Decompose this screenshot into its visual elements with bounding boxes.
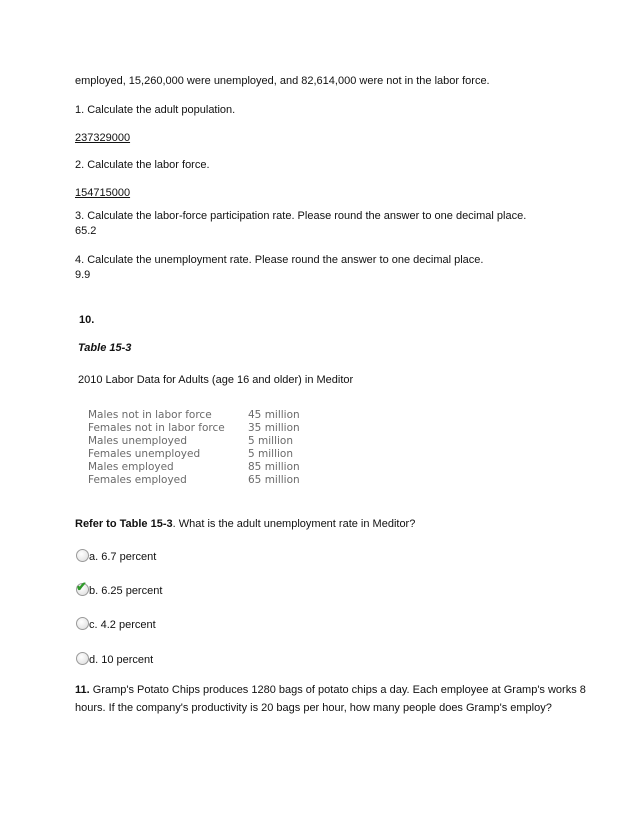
option-c[interactable]	[76, 617, 156, 632]
radio-icon[interactable]	[76, 617, 89, 630]
table-caption: 2010 Labor Data for Adults (age 16 and older) in Meditor	[78, 374, 354, 386]
question-11-number: 11.	[75, 684, 90, 696]
q9-answer-4: 9.9	[75, 269, 91, 281]
question-11-line-1	[75, 683, 586, 697]
q9-answer-2: 154715000	[75, 187, 131, 199]
question-10-prompt: . What is the adult unemployment rate in Meditor?	[172, 518, 416, 530]
refer-to-table: Refer to Table 15-3	[75, 518, 173, 530]
table-row-label: Males employed	[88, 461, 174, 473]
table-row-label: Males unemployed	[88, 435, 188, 447]
table-row-value: 35 million	[248, 422, 300, 434]
q9-prompt-2: 2. Calculate the labor force.	[75, 159, 210, 171]
radio-icon[interactable]	[76, 549, 89, 562]
check-icon: ✔	[76, 579, 87, 594]
table-row-value: 45 million	[248, 409, 300, 421]
option-b-label: b. 6.25 percent	[89, 585, 163, 597]
table-row-label: Males not in labor force	[88, 409, 212, 421]
q9-prompt-4: 4. Calculate the unemployment rate. Please round the answer to one decimal place.	[75, 254, 484, 266]
table-label: Table 15-3	[78, 342, 132, 354]
table-row-value: 5 million	[248, 448, 293, 460]
table-row-value: 5 million	[248, 435, 293, 447]
radio-icon[interactable]	[76, 652, 89, 665]
table-row-value: 85 million	[248, 461, 300, 473]
option-d[interactable]	[76, 652, 153, 667]
q9-prompt-1: 1. Calculate the adult population.	[75, 104, 236, 116]
q9-answer-1: 237329000	[75, 132, 131, 144]
question-11-line-2: hours. If the company's productivity is 20 bags per hour, how many people does Gramp's employ?	[75, 702, 552, 714]
radio-checked-icon[interactable]	[76, 579, 89, 596]
question-10-number: 10.	[79, 314, 95, 326]
q9-answer-3: 65.2	[75, 225, 97, 237]
option-b[interactable]	[76, 579, 163, 598]
q9-text-line: employed, 15,260,000 were unemployed, and 82,614,000 were not in the labor force.	[75, 75, 490, 87]
option-a[interactable]	[76, 549, 156, 564]
table-row-label: Females employed	[88, 474, 187, 486]
question-11-text: Gramp's Potato Chips produces 1280 bags of potato chips a day. Each employee at Gramp's works 8	[89, 684, 586, 696]
option-d-label: d. 10 percent	[89, 654, 154, 666]
option-c-label: c. 4.2 percent	[89, 619, 156, 631]
q9-prompt-3: 3. Calculate the labor-force participation rate. Please round the answer to one decimal place.	[75, 210, 527, 222]
table-row-value: 65 million	[248, 474, 300, 486]
question-10-text	[75, 517, 415, 531]
option-a-label: a. 6.7 percent	[89, 551, 157, 563]
table-row-label: Females unemployed	[88, 448, 201, 460]
table-row-label: Females not in labor force	[88, 422, 225, 434]
